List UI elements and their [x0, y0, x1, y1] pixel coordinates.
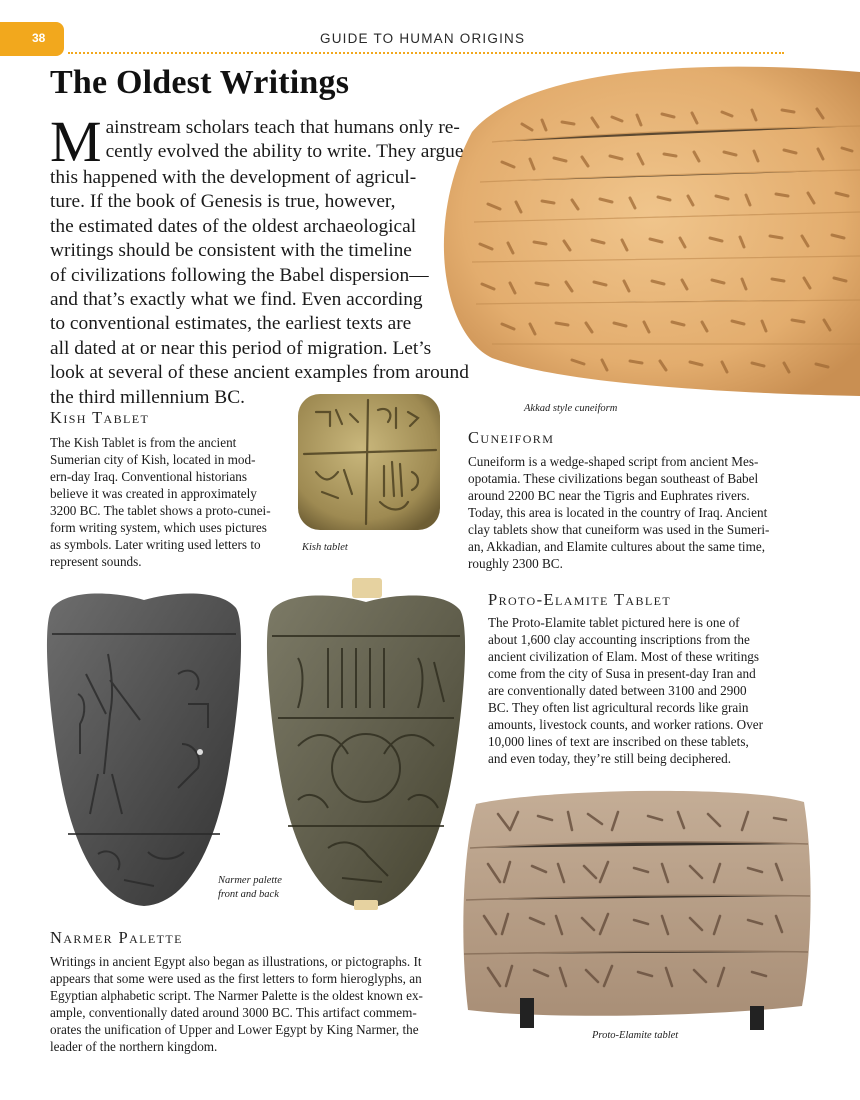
narmer-line: Egyptian alphabetic script. The Narmer Palette is the oldest known ex-: [50, 988, 423, 1003]
intro-line: the estimated dates of the oldest archaeological: [50, 215, 417, 237]
cuneiform-line: Today, this area is located in the country of Iraq. Ancient: [468, 505, 768, 520]
cuneiform-heading: Cuneiform: [468, 428, 555, 447]
proto-elamite-line: BC. They often list agricultural records like grain: [488, 700, 749, 715]
cuneiform-body: [468, 453, 769, 572]
page-number: 38: [32, 31, 46, 45]
intro-line: the third millennium BC.: [50, 386, 245, 408]
cuneiform-line: roughly 2300 BC.: [468, 556, 563, 571]
kish-line: believe it was created in approximately: [50, 486, 257, 501]
kish-line: Sumerian city of Kish, located in mod-: [50, 452, 256, 467]
intro-line: ture. If the book of Genesis is true, however,: [50, 191, 396, 213]
narmer-palette-back-image: [258, 578, 474, 912]
kish-body: [50, 434, 271, 570]
intro-line: ainstream scholars teach that humans only re-: [105, 117, 460, 138]
kish-line: represent sounds.: [50, 554, 142, 569]
narmer-caption-line: Narmer palette: [218, 875, 282, 886]
narmer-body: [50, 953, 423, 1055]
kish-caption: Kish tablet: [302, 542, 348, 553]
narmer-line: Writings in ancient Egypt also began as illustrations, or pictographs. It: [50, 954, 422, 969]
proto-elamite-line: The Proto-Elamite tablet pictured here is one of: [488, 615, 740, 630]
proto-elamite-heading: Proto-Elamite Tablet: [488, 590, 672, 609]
cuneiform-line: opotamia. These civilizations began southeast of Babel: [468, 471, 759, 486]
proto-elamite-body: [488, 614, 763, 767]
intro-line: to conventional estimates, the earliest texts are: [50, 313, 412, 335]
kish-heading: Kish Tablet: [50, 408, 150, 427]
header-dotted-rule: [68, 52, 784, 54]
kish-line: form writing system, which uses pictures: [50, 520, 267, 535]
intro-line: cently evolved the ability to write. They argue: [105, 141, 464, 163]
narmer-caption-line: front and back: [218, 889, 279, 900]
proto-elamite-line: ancient civilization of Elam. Most of these writings: [488, 649, 760, 664]
narmer-heading: Narmer Palette: [50, 928, 183, 947]
page-number-badge: [0, 22, 64, 56]
proto-elamite-line: about 1,600 clay accounting inscriptions from the: [488, 632, 750, 647]
cuneiform-line: Cuneiform is a wedge-shaped script from ancient Mes-: [468, 454, 759, 469]
proto-elamite-line: come from the city of Susa in present-day Iran and: [488, 666, 756, 681]
narmer-line: appears that some were used as the first letters to form hieroglyphs, an: [50, 971, 422, 986]
proto-elamite-tablet-image: [458, 784, 814, 1034]
narmer-line: ample, conventionally dated around 3000 BC. This artifact commem-: [50, 1005, 417, 1020]
page-title: The Oldest Writings: [50, 64, 350, 101]
narmer-caption: [218, 874, 282, 902]
akkad-caption: Akkad style cuneiform: [524, 403, 618, 414]
intro-line: writings should be consistent with the timeline: [50, 240, 412, 262]
running-head: GUIDE TO HUMAN ORIGINS: [320, 31, 526, 46]
proto-elamite-line: amounts, livestock counts, and worker rations. Over: [488, 717, 764, 732]
intro-line: look at several of these ancient examples from around: [50, 362, 469, 384]
intro-line: and that’s exactly what we find. Even according: [50, 289, 423, 311]
akkad-cuneiform-tablet-image: [432, 62, 860, 396]
narmer-line: orates the unification of Upper and Lower Egypt by King Narmer, the: [50, 1022, 419, 1037]
proto-elamite-line: are conventionally dated between 3100 and 2900: [488, 683, 747, 698]
proto-elamite-line: and even today, they’re still being deciphered.: [488, 751, 732, 766]
kish-line: ern-day Iraq. Conventional historians: [50, 469, 248, 484]
proto-elamite-caption: Proto-Elamite tablet: [592, 1030, 679, 1041]
kish-line: The Kish Tablet is from the ancient: [50, 435, 237, 450]
cuneiform-line: an, Akkadian, and Elamite cultures about the same time,: [468, 539, 765, 554]
narmer-palette-front-image: [38, 584, 250, 910]
proto-elamite-line: 10,000 lines of text are inscribed on these tablets,: [488, 734, 749, 749]
drop-cap: M: [50, 109, 102, 174]
intro-line: of civilizations following the Babel dispersion—: [50, 264, 429, 286]
intro-line: all dated at or near this period of migration. Let’s: [50, 337, 432, 359]
narmer-line: leader of the northern kingdom.: [50, 1039, 218, 1054]
kish-tablet-image: [296, 392, 442, 532]
cuneiform-line: around 2200 BC near the Tigris and Euphrates rivers.: [468, 488, 750, 503]
kish-line: as symbols. Later writing used letters to: [50, 537, 261, 552]
intro-paragraph: [50, 109, 490, 410]
cuneiform-line: clay tablets show that cuneiform was used in the Sumeri-: [468, 522, 770, 537]
intro-line: this happened with the development of agricul-: [50, 167, 417, 188]
kish-line: 3200 BC. The tablet shows a proto-cunei-: [50, 503, 271, 518]
